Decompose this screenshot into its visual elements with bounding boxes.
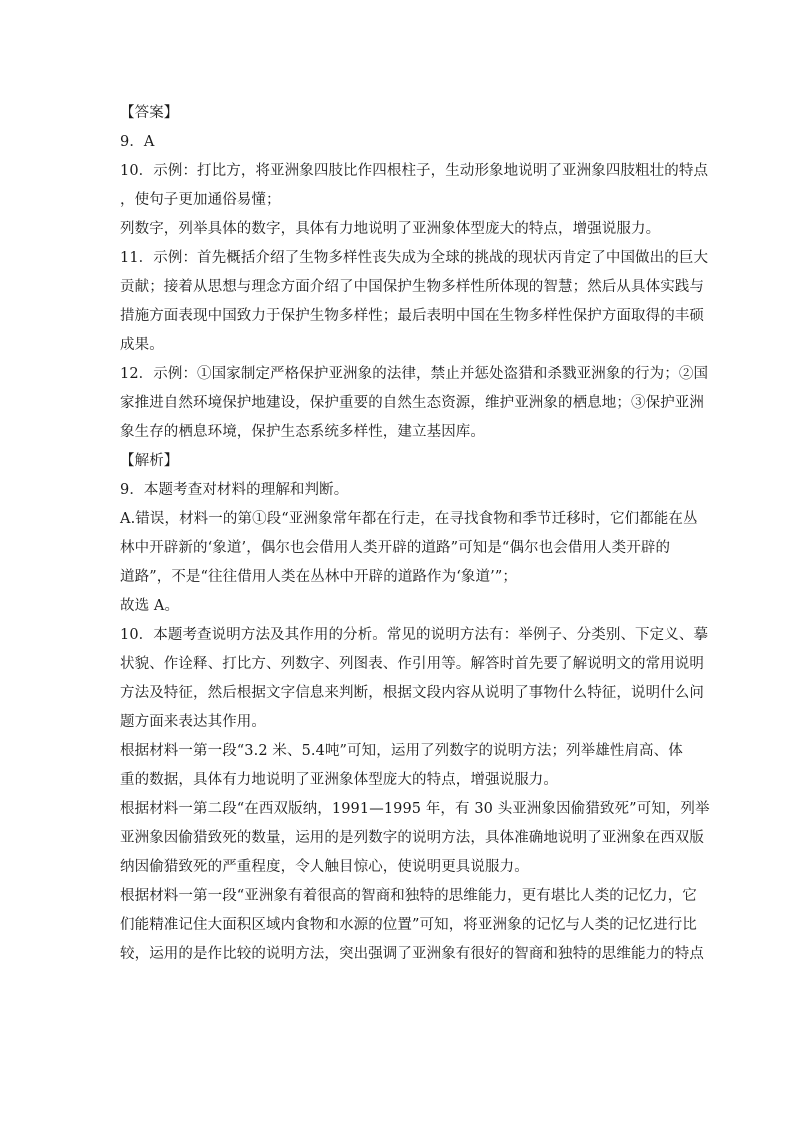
analysis-paragraph (120, 882, 704, 969)
answer-line: 家推进自然环境保护地建设，保护重要的自然生态资源，维护亚洲象的栖息地；③保护亚洲 (120, 395, 704, 411)
analysis-line: 方法及特征，然后根据文字信息来判断，根据文段内容从说明了事物什么特征，说明什么问 (120, 685, 704, 701)
analysis-line: 道路”，不是“往往借用人类在丛林中开辟的道路作为‘象道’”； (120, 569, 517, 585)
analysis-paragraph (120, 505, 698, 592)
analysis-line: A.错误，材料一的第①段“亚洲象常年都在行走，在寻找食物和季节迁移时，它们都能在丛 (120, 511, 698, 527)
answer-line: 12．示例：①国家制定严格保护亚洲象的法律，禁止并惩处盗猎和杀戮亚洲象的行为；②国 (120, 366, 709, 382)
answer-paragraph (120, 360, 709, 447)
document-body (120, 99, 710, 969)
analysis-line: 题方面来表达其作用。 (120, 714, 266, 730)
analysis-paragraph (120, 592, 680, 621)
analysis-line: 们能精准记住大面积区域内食物和水源的位置”可知，将亚洲象的记忆与人类的记忆进行比 (120, 917, 697, 933)
answer-list (120, 128, 709, 447)
answer-line: 象生存的栖息环境，保护生态系统多样性，建立基因库。 (120, 424, 485, 440)
analysis-line: 状貌、作诠释、打比方、列数字、列图表、作引用等。解答时首先要了解说明文的常用说明 (120, 656, 704, 672)
answer-line: 9．A (120, 134, 155, 150)
analysis-line: 亚洲象因偷猎致死的数量，运用的是列数字的说明方法，具体准确地说明了亚洲象在西双版 (120, 830, 704, 846)
answer-line: 10．示例：打比方，将亚洲象四肢比作四根柱子，生动形象地说明了亚洲象四肢粗壮的特点 (120, 163, 709, 179)
answer-line: 贡献；接着从思想与理念方面介绍了中国保护生物多样性所体现的智慧；然后从具体实践与 (120, 279, 704, 295)
analysis-line: 根据材料一第一段“3.2 米、5.4吨”可知，运用了列数字的说明方法；列举雄性肩高、体 (120, 743, 683, 759)
analysis-line: 重的数据，具体有力地说明了亚洲象体型庞大的特点，增强说服力。 (120, 772, 558, 788)
analysis-line: 9．本题考查对材料的理解和判断。 (120, 482, 349, 498)
analysis-line: 较，运用的是作比较的说明方法，突出强调了亚洲象有很好的智商和独特的思维能力的特点 (120, 946, 704, 962)
answer-line: 措施方面表现中国致力于保护生物多样性；最后表明中国在生物多样性保护方面取得的丰硕 (120, 308, 704, 324)
answer-line: ，使句子更加通俗易懂； (120, 192, 281, 208)
analysis-line: 根据材料一第一段“亚洲象有着很高的智商和独特的思维能力，更有堪比人类的记忆力，它 (120, 888, 697, 904)
answer-line: 11．示例：首先概括介绍了生物多样性丧失成为全球的挑战的现状丙肯定了中国做出的巨大 (120, 250, 709, 266)
answer-line: 列数字，列举具体的数字，具体有力地说明了亚洲象体型庞大的特点，增强说服力。 (120, 221, 661, 237)
analysis-paragraph (120, 476, 680, 505)
analysis-line: 10．本题考查说明方法及其作用的分析。常见的说明方法有：举例子、分类别、下定义、摹 (120, 627, 709, 643)
analysis-line: 林中开辟新的‘象道’，偶尔也会借用人类开辟的道路”可知是“偶尔也会借用人类开辟的 (120, 540, 671, 556)
analysis-line: 故选 A。 (120, 598, 180, 614)
answer-header: 【答案】 (120, 105, 179, 121)
answer-line: 成果。 (120, 337, 164, 353)
answer-paragraph (120, 157, 709, 244)
analysis-header: 【解析】 (120, 453, 179, 469)
analysis-line: 纳因偷猎致死的严重程度，令人触目惊心，使说明更具说服力。 (120, 859, 529, 875)
analysis-paragraph (120, 621, 709, 737)
analysis-list (120, 476, 710, 969)
analysis-paragraph (120, 795, 710, 882)
answer-paragraph (120, 128, 680, 157)
analysis-paragraph (120, 737, 683, 795)
analysis-line: 根据材料一第二段“在西双版纳，1991—1995 年，有 30 头亚洲象因偷猎致死”可知，列举 (120, 801, 710, 817)
answer-paragraph (120, 244, 709, 360)
